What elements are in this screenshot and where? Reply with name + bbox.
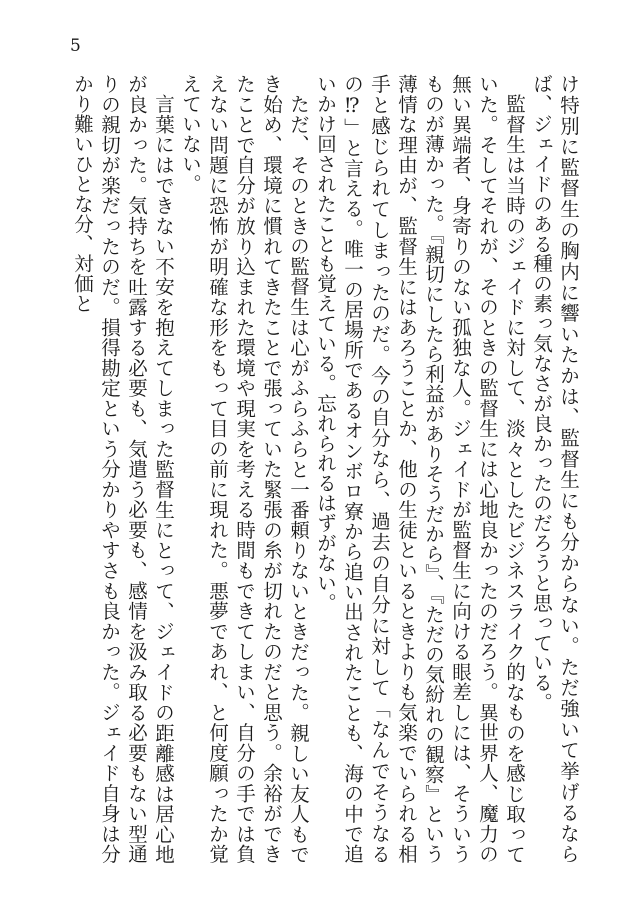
- paragraph-4: 言葉にはできない不安を抱えてしまった監督生にとって、ジェイドの距離感は居心地が良かった。気持ちを吐露する必要も、気遣う必要も、感情を汲み取る必要もない型通りの親切が楽だったのだ。損得勘定という分かりやすさも良かった。ジェイド自身は分かり難いひとな分、対価と: [71, 74, 175, 864]
- body-text: [70, 74, 582, 864]
- paragraph-2: 監督生は当時のジェイドに対して、淡々としたビジネスライク的なものを感じ取っていた。そしてそれが、そのときの監督生には心地良かったのだろう。異世界人、魔力の無い異端者、身寄りのない孤独な人。ジェイドが監督生に向ける眼差しには、そういうものが薄かった。『親切にしたら利益がありそうだから』、『ただの気紛れの観察』という薄情な理由が、監督生にはあろうことか、他の生徒といるときよりも気楽でいられる相手と感じられてしまったのだ。今の自分なら、過去の自分に対して「なんでそうなるの⁉」と言える。唯一の居場所であるオンボロ寮から追い出されたことも、海の中で追いかけ回されたことも覚えている。忘れられるはずがない。: [314, 74, 526, 864]
- paragraph-1: け特別に監督生の胸内に響いたかは、監督生にも分からない。ただ強いて挙げるならば、ジェイドのある種の素っ気なさが良かったのだろうと思っている。: [530, 74, 580, 864]
- paragraph-3: ただ、そのときの監督生は心がふらふらと一番頼りないときだった。親しい友人もでき始め、環境に慣れてきたことで張っていた緊張の糸が切れたのだと思う。余裕ができたことで自分が放り込まれた環境や現実を考える時間もできてしまい、自分の手では負えない問題に恐怖が明確な形をもって目の前に現れた。悪夢であれ、と何度願ったか覚えていない。: [179, 74, 310, 864]
- page-number: 5: [70, 36, 81, 56]
